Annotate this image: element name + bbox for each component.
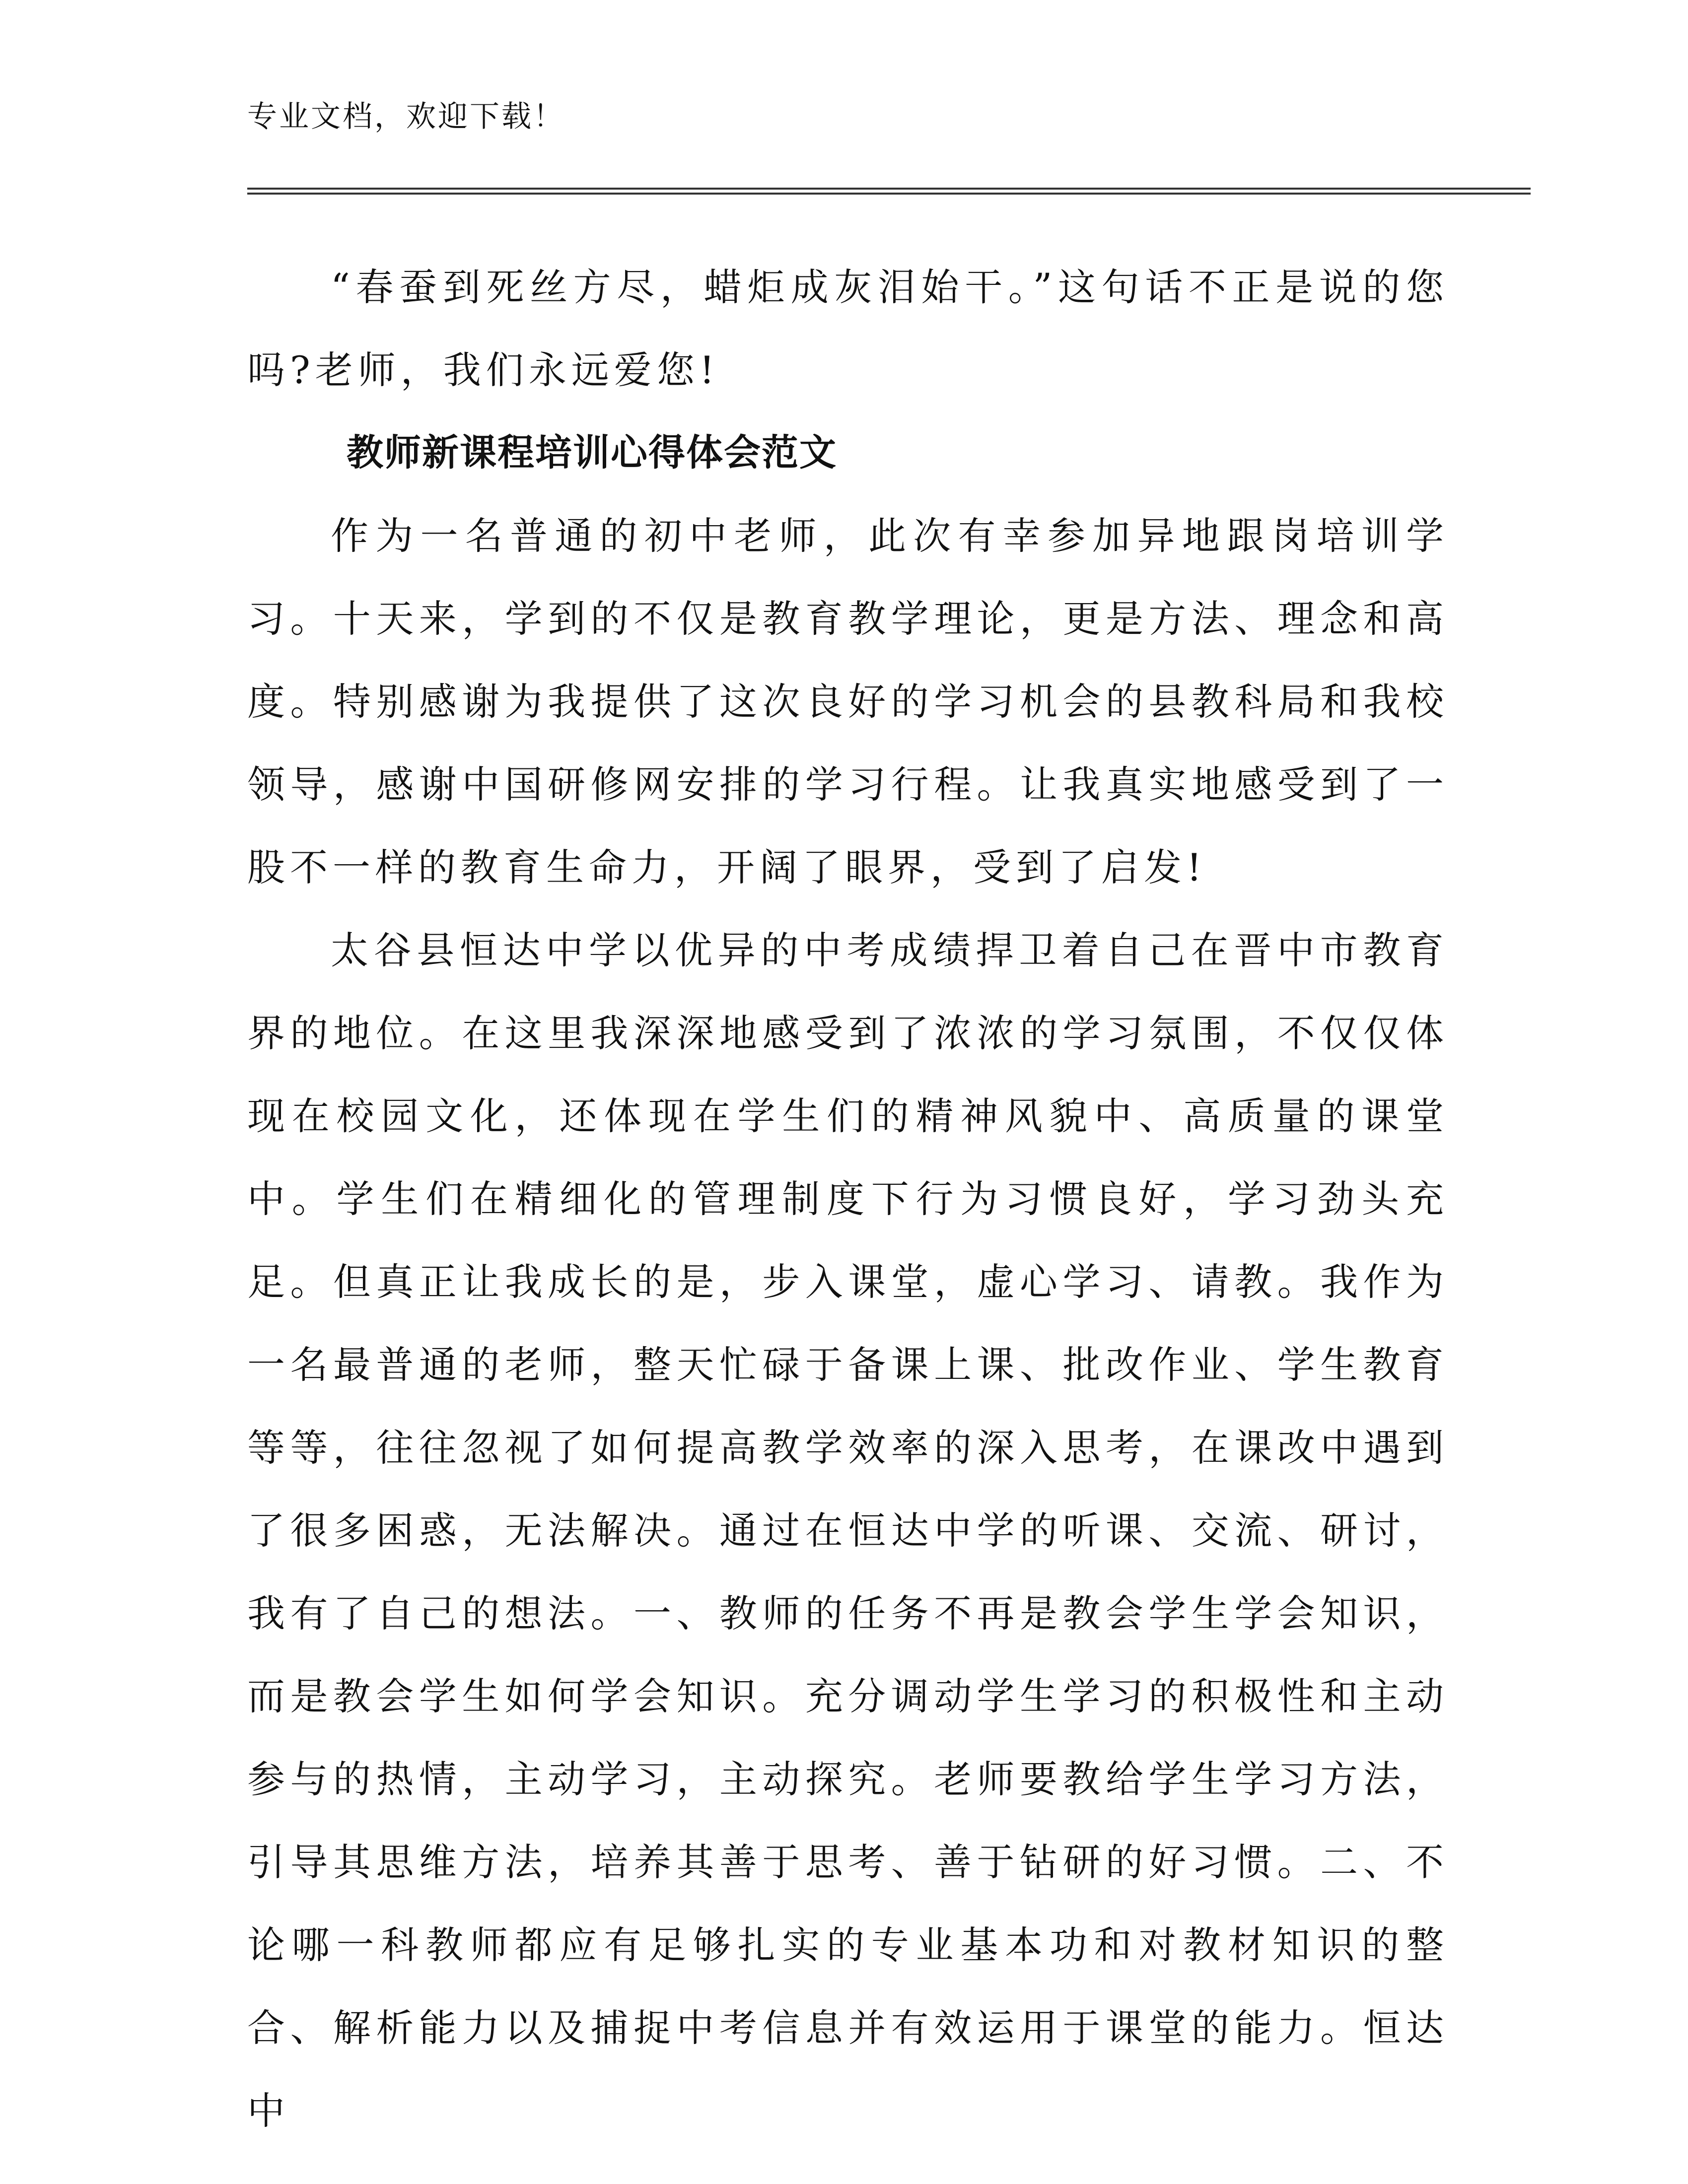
header-double-rule xyxy=(247,188,1531,195)
page-header-text: 专业文档，欢迎下载！ xyxy=(247,99,565,134)
header-rule-top-line xyxy=(247,188,1531,190)
document-body xyxy=(247,246,1449,2152)
paragraph-2: 太谷县恒达中学以优异的中考成绩捍卫着自己在晋中市教育界的地位。在这里我深深地感受到了浓浓的学习氛围，不仅仅体现在校园文化，还体现在学生们的精神风貌中、高质量的课堂中。学生们在精细化的管理制度下行为习惯良好，学习劲头充足。但真正让我成长的是，步入课堂，虚心学习、请教。我作为一名最普通的老师，整天忙碌于备课上课、批改作业、学生教育等等，往往忽视了如何提高教学效率的深入思考，在课改中遇到了很多困惑，无法解决。通过在恒达中学的听课、交流、研讨，我有了自己的想法。一、教师的任务不再是教会学生学会知识，而是教会学生如何学会知识。充分调动学生学习的积极性和主动参与的热情，主动学习，主动探究。老师要教给学生学习方法，引导其思维方法，培养其善于思考、善于钻研的好习惯。二、不论哪一科教师都应有足够扎实的专业基本功和对教材知识的整合、解析能力以及捕捉中考信息并有效运用于课堂的能力。恒达中 xyxy=(247,928,1449,2133)
section-title: 教师新课程培训心得体会范文 xyxy=(347,431,837,474)
paragraph-1: 作为一名普通的初中老师，此次有幸参加异地跟岗培训学习。十天来，学到的不仅是教育教学理论，更是方法、理念和高度。特别感谢为我提供了这次良好的学习机会的县教科局和我校领导，感谢中国研修网安排的学习行程。让我真实地感受到了一股不一样的教育生命力，开阔了眼界，受到了启发! xyxy=(247,514,1449,889)
header-rule-bottom-line xyxy=(247,193,1531,195)
quote-paragraph: “春蚕到死丝方尽，蜡炬成灰泪始干。”这句话不正是说的您吗?老师，我们永远爱您! xyxy=(247,265,1449,392)
